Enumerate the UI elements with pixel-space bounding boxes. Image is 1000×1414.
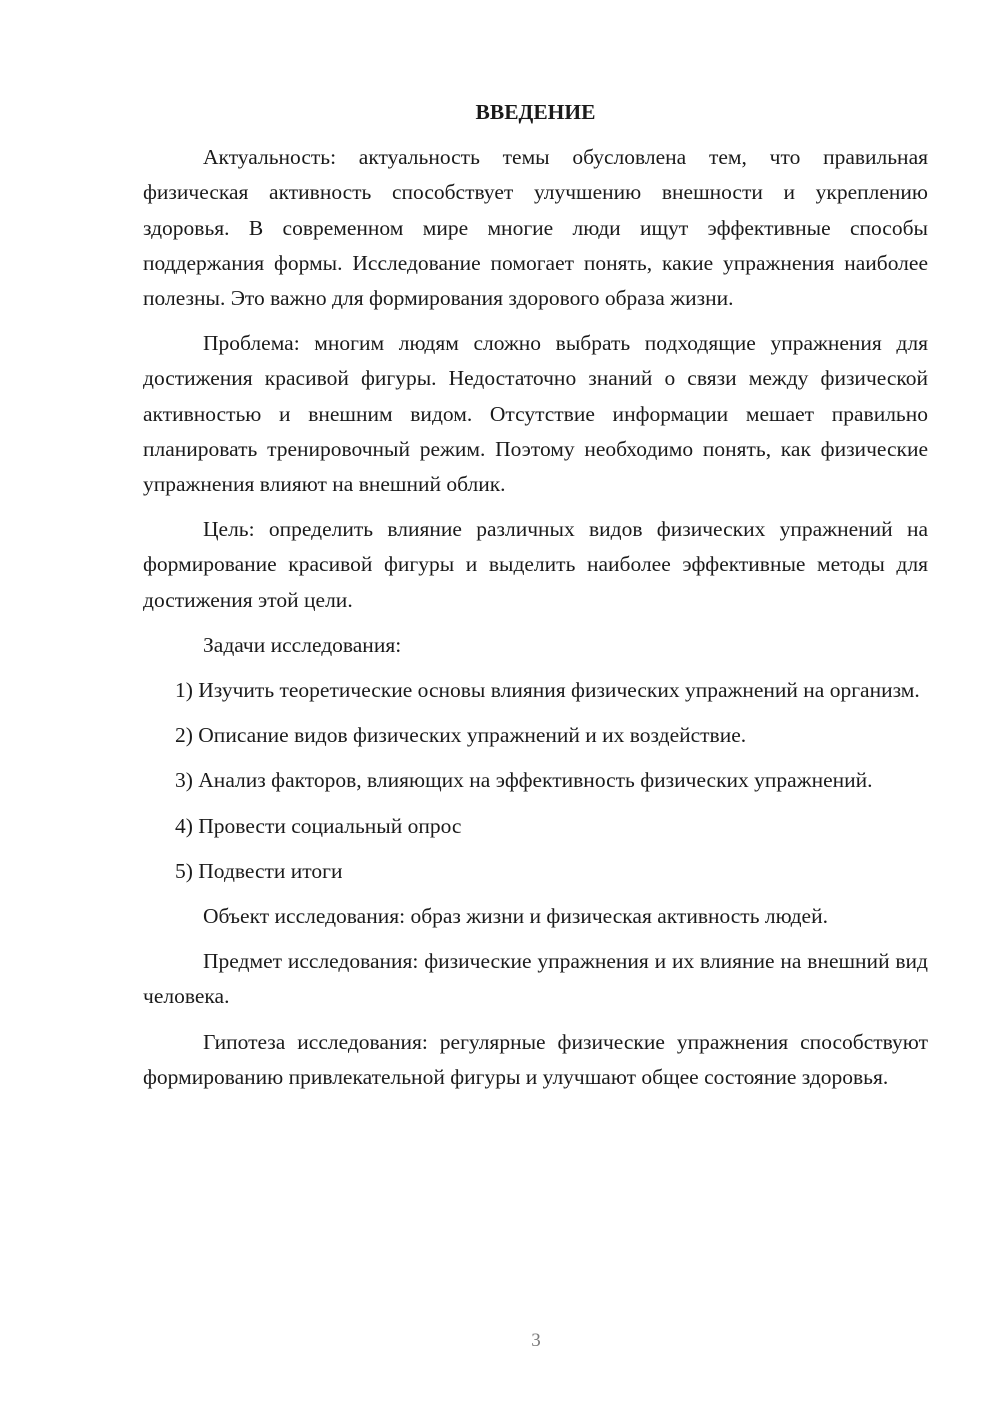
paragraph-problem: Проблема: многим людям сложно выбрать подходящие упражнения для достижения красивой фигуры. Недостаточно знаний о связи между физической активностью и внешним видом. Отсутствие информации мешает правильно планировать тренировочный режим. Поэтому необходимо понять, как физические упражнения влияют на внешний облик. bbox=[143, 331, 928, 497]
task-item: 4) Провести социальный опрос bbox=[175, 813, 462, 838]
paragraph-subject: Предмет исследования: физические упражнения и их влияние на внешний вид человека. bbox=[143, 949, 928, 1009]
task-item: 5) Подвести итоги bbox=[175, 858, 343, 883]
paragraph-hypothesis: Гипотеза исследования: регулярные физические упражнения способствуют формированию привлекательной фигуры и улучшают общее состояние здоровья. bbox=[143, 1029, 928, 1089]
page-body bbox=[143, 95, 928, 1105]
paragraph-goal: Цель: определить влияние различных видов физических упражнений на формирование красивой фигуры и выделить наиболее эффективные методы для достижения этой цели. bbox=[143, 517, 928, 612]
paragraph-relevance: Актуальность: актуальность темы обусловлена тем, что правильная физическая активность способствует улучшению внешности и укреплению здоровья. В современном мире многие люди ищут эффективные способы поддержания формы. Исследование помогает понять, какие упражнения наиболее полезны. Это важно для формирования здорового образа жизни. bbox=[143, 145, 928, 311]
task-item: 3) Анализ факторов, влияющих на эффективность физических упражнений. bbox=[175, 768, 873, 793]
task-item: 1) Изучить теоретические основы влияния физических упражнений на организм. bbox=[175, 678, 920, 703]
page-number: 3 bbox=[531, 1330, 541, 1351]
paragraph-object: Объект исследования: образ жизни и физическая активность людей. bbox=[203, 904, 828, 929]
task-item: 2) Описание видов физических упражнений и их воздействие. bbox=[175, 723, 747, 748]
tasks-heading: Задачи исследования: bbox=[203, 632, 402, 657]
section-title: ВВЕДЕНИЕ bbox=[475, 100, 596, 124]
